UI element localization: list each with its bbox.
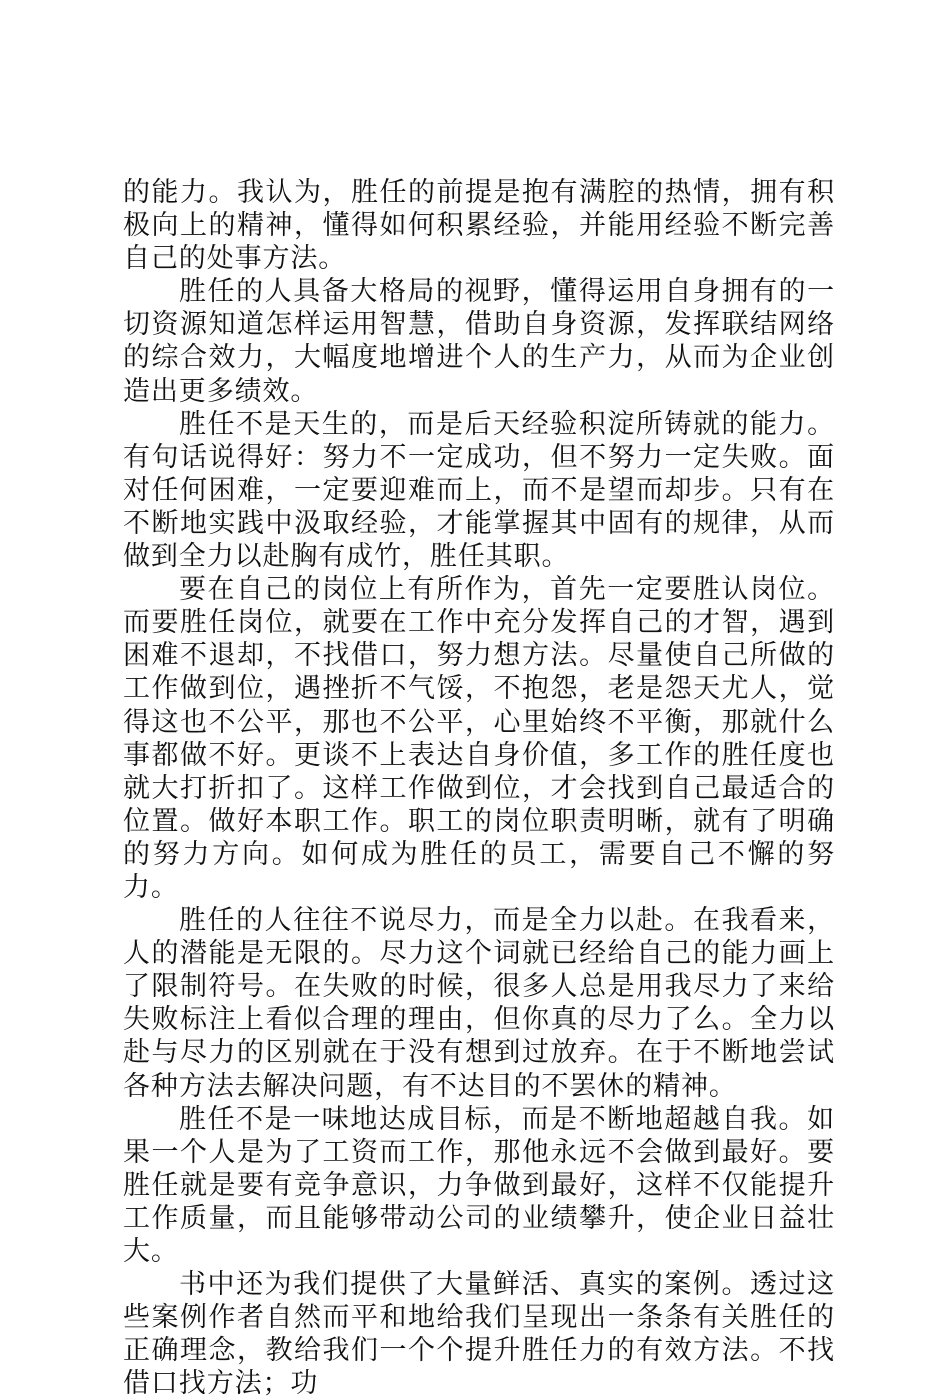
paragraph-1: 的能力。我认为，胜任的前提是抱有满腔的热情，拥有积极向上的精神，懂得如何积累经验，并能用经验不断完善自己的处事方法。 (123, 177, 835, 275)
body-text (123, 176, 835, 1400)
paragraph-4: 要在自己的岗位上有所作为，首先一定要胜认岗位。而要胜任岗位，就要在工作中充分发挥自己的才智，遇到困难不退却，不找借口，努力想方法。尽量使自己所做的工作做到位，遇挫折不气馁，不抱怨，老是怨天尤人，觉得这也不公平，那也不公平，心里始终不平衡，那就什么事都做不好。更谈不上表达自身价值，多工作的胜任度也就大打折扣了。这样工作做到位，才会找到自己最适合的位置。做好本职工作。职工的岗位职责明晰，就有了明确的努力方向。如何成为胜任的员工，需要自己不懈的努力。 (123, 574, 835, 903)
paragraph-5: 胜任的人往往不说尽力，而是全力以赴。在我看来，人的潜能是无限的。尽力这个词就已经给自己的能力画上了限制符号。在失败的时候，很多人总是用我尽力了来给失败标注上看似合理的理由，但你真的尽力了么。全力以赴与尽力的区别就在于没有想到过放弃。在于不断地尝试各种方法去解决问题，有不达目的不罢休的精神。 (123, 905, 835, 1102)
paragraph-6: 胜任不是一味地达成目标，而是不断地超越自我。如果一个人是为了工资而工作，那他永远不会做到最好。要胜任就是要有竞争意识，力争做到最好，这样不仅能提升工作质量，而且能够带动公司的业绩攀升，使企业日益壮大。 (123, 1103, 835, 1267)
paragraph-3: 胜任不是天生的，而是后天经验积淀所铸就的能力。有句话说得好：努力不一定成功，但不努力一定失败。面对任何困难，一定要迎难而上，而不是望而却步。只有在不断地实践中汲取经验，才能掌握其中固有的规律，从而做到全力以赴胸有成竹，胜任其职。 (123, 408, 835, 573)
paragraph-7: 书中还为我们提供了大量鲜活、真实的案例。透过这些案例作者自然而平和地给我们呈现出一条条有关胜任的正确理念，教给我们一个个提升胜任力的有效方法。不找借口找方法；功 (123, 1269, 835, 1400)
paragraph-2: 胜任的人具备大格局的视野，懂得运用自身拥有的一切资源知道怎样运用智慧，借助自身资源，发挥联结网络的综合效力，大幅度地增进个人的生产力，从而为企业创造出更多绩效。 (123, 276, 835, 407)
